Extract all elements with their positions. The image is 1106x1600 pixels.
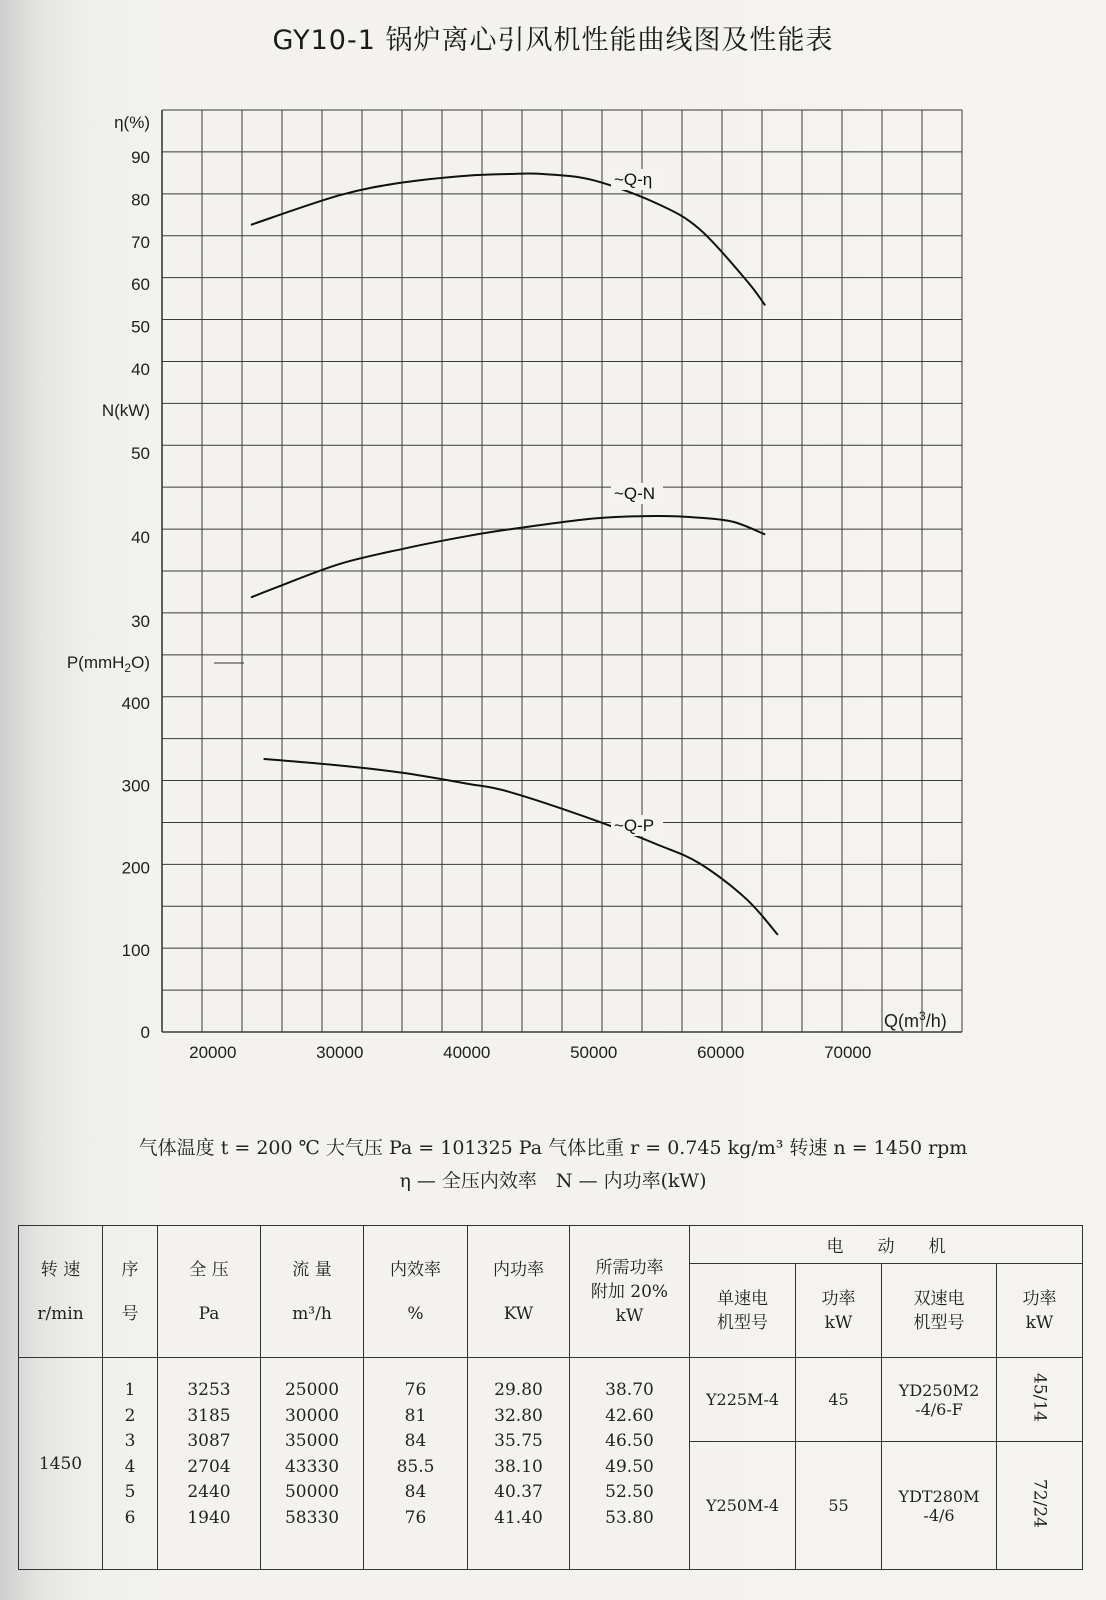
header-required-power: 所需功率 附加 20% kW xyxy=(570,1226,690,1358)
y-tick-label: 40 xyxy=(131,360,150,379)
curve-q-eta xyxy=(251,173,765,305)
chart-grid xyxy=(162,110,962,1032)
dual-motor-model-1: YD250M2 -4/6-F xyxy=(882,1358,997,1442)
speed-cell: 1450 xyxy=(19,1358,103,1570)
curve-label: ~Q-N xyxy=(614,484,656,503)
x-axis-label: $Q(m^3/h)$ xyxy=(884,1009,947,1031)
y-axis-label: P(mmH$_2$O) xyxy=(66,653,150,675)
header-flow: 流 量 m³/h xyxy=(261,1226,364,1358)
y-tick-label: 0 xyxy=(140,1023,150,1042)
header-single-motor-power: 功率 kW xyxy=(796,1264,882,1358)
curve-label: ~Q-P xyxy=(614,816,655,835)
y-axis-label: η(%) xyxy=(114,113,150,132)
conditions-line-2: η — 全压内效率 N — 内功率(kW) xyxy=(399,1170,707,1192)
y-tick-label: 300 xyxy=(121,776,150,796)
y-axes xyxy=(67,113,244,1042)
header-speed: 转 速 r/min xyxy=(19,1226,103,1358)
y-tick-label: 60 xyxy=(131,275,150,295)
curve-label: ~Q-η xyxy=(614,170,653,189)
conditions-line-1: 气体温度 t = 200 ℃ 大气压 Pa = 101325 Pa 气体比重 r = 0.745 kg/m³ 转速 n = 1450 rpm xyxy=(138,1137,968,1159)
curves xyxy=(251,173,778,934)
x-tick-label: 40000 xyxy=(443,1043,491,1062)
header-internal-power: 内功率 KW xyxy=(468,1226,570,1358)
y-tick-label: 30 xyxy=(131,612,150,631)
header-dual-motor-model: 双速电 机型号 xyxy=(882,1264,997,1358)
curve-q-n xyxy=(251,516,765,598)
y-tick-label: 90 xyxy=(131,148,150,167)
efficiency-column: 76 81 84 85.5 84 76 xyxy=(364,1358,468,1570)
dual-motor-power-2: 72/24 xyxy=(997,1442,1083,1570)
y-axis-label: N(kW) xyxy=(101,401,150,420)
flow-column: 25000 30000 35000 43330 50000 58330 xyxy=(261,1358,364,1570)
dual-motor-model-2: YDT280M -4/6 xyxy=(882,1442,997,1570)
internal-power-column: 29.80 32.80 35.75 38.10 40.37 41.40 xyxy=(468,1358,570,1570)
x-tick-label: 50000 xyxy=(570,1043,618,1062)
seq-column: 1 2 3 4 5 6 xyxy=(103,1358,158,1570)
header-single-motor-model: 单速电 机型号 xyxy=(690,1264,796,1358)
x-tick-label: 20000 xyxy=(189,1043,237,1062)
required-power-column: 38.70 42.60 46.50 49.50 52.50 53.80 xyxy=(570,1358,690,1570)
header-pressure: 全 压 Pa xyxy=(158,1226,261,1358)
x-tick-label: 70000 xyxy=(824,1043,872,1062)
y-tick-label: 40 xyxy=(131,528,150,547)
y-tick-label: 100 xyxy=(121,940,150,960)
y-tick-label: 50 xyxy=(131,444,150,463)
y-tick-label: 400 xyxy=(121,694,150,713)
single-motor-model-1: Y225M-4 xyxy=(690,1358,796,1442)
single-motor-power-1: 45 xyxy=(796,1358,882,1442)
y-tick-label: 50 xyxy=(131,317,150,337)
x-axis xyxy=(189,1009,947,1062)
performance-table xyxy=(18,1225,1083,1570)
page-title: GY10-1 锅炉离心引风机性能曲线图及性能表 xyxy=(272,25,834,56)
header-dual-motor-power: 功率 kW xyxy=(997,1264,1083,1358)
curve-labels xyxy=(611,169,663,836)
single-motor-power-2: 55 xyxy=(796,1442,882,1570)
x-tick-label: 60000 xyxy=(697,1043,745,1062)
pressure-column: 3253 3185 3087 2704 2440 1940 xyxy=(158,1358,261,1570)
y-tick-label: 80 xyxy=(131,190,150,210)
curve-q-p xyxy=(264,759,778,935)
y-tick-label: 70 xyxy=(131,232,150,252)
header-seq: 序 号 xyxy=(103,1226,158,1358)
single-motor-model-2: Y250M-4 xyxy=(690,1442,796,1570)
y-tick-label: 200 xyxy=(121,858,150,878)
dual-motor-power-1: 45/14 xyxy=(997,1358,1083,1442)
x-tick-label: 30000 xyxy=(316,1043,364,1062)
header-motor-group: 电 动 机 xyxy=(690,1226,1083,1264)
header-efficiency: 内效率 % xyxy=(364,1226,468,1358)
